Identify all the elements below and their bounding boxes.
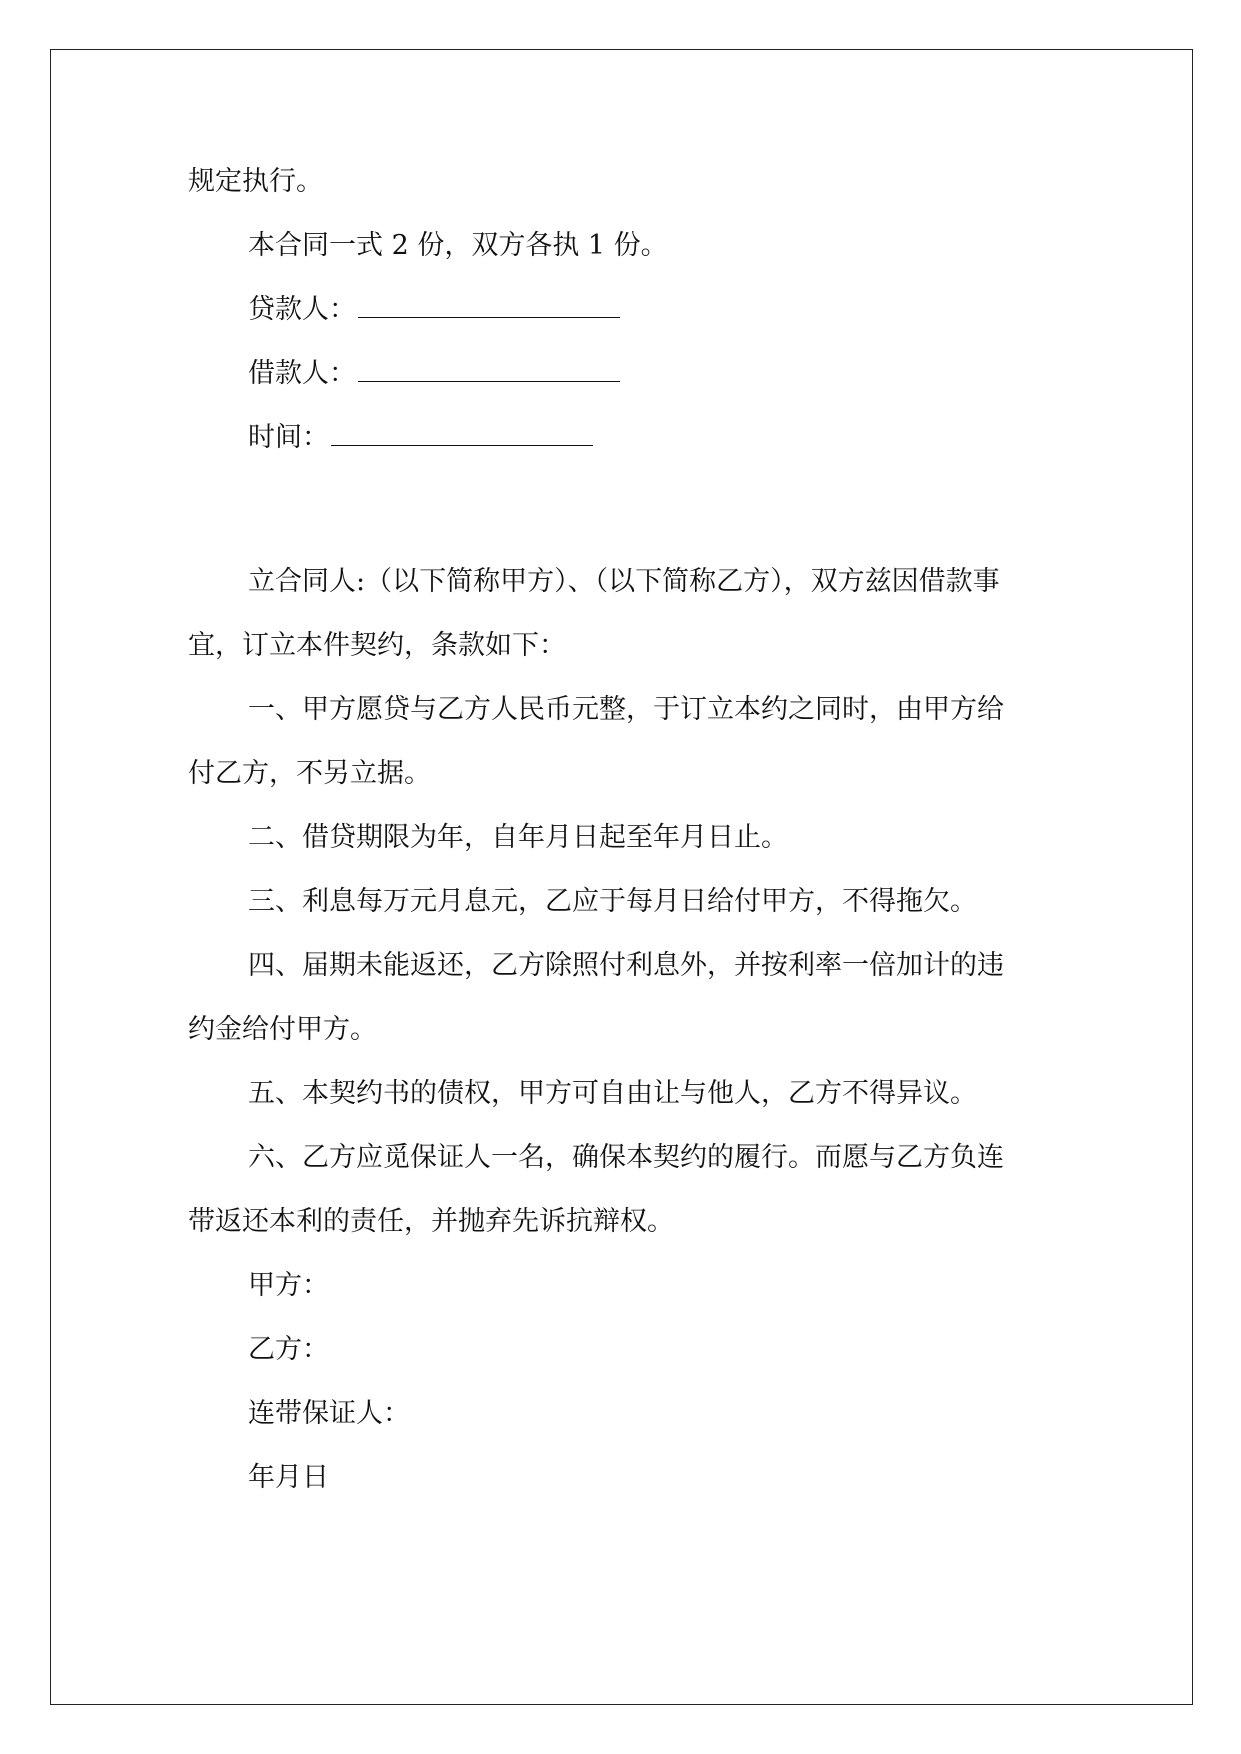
clause-5: 五、本契约书的债权，甲方可自由让与他人，乙方不得异议。 [248,1078,977,1109]
signature-fields [188,278,1058,470]
intro-paragraph-line-2: 宜，订立本件契约，条款如下： [188,630,566,661]
signature-field-borrower [188,342,1058,406]
party-b-label: 乙方： [248,1334,329,1365]
signature-field-lender [188,278,1058,342]
intro-paragraph-line-1: 立合同人:（以下简称甲方）、（以下简称乙方），双方兹因借款事 [248,566,1000,597]
signature-blank-line [331,423,593,446]
guarantor-label: 连带保证人： [248,1398,410,1429]
date-label: 年月日 [248,1462,329,1493]
signature-label: 贷款人： [248,294,356,325]
contract-body [188,550,1058,1510]
continuation-line: 规定执行。 [188,166,323,197]
clause-6-line-1: 六、乙方应觅保证人一名，确保本契约的履行。而愿与乙方负连 [248,1142,1004,1173]
signature-blank-line [358,359,620,382]
signature-field-time [188,406,1058,470]
signature-label: 时间： [248,422,329,453]
clause-6-line-2: 带返还本利的责任，并抛弃先诉抗辩权。 [188,1206,674,1237]
clause-4-line-2: 约金给付甲方。 [188,1014,377,1045]
copies-line: 本合同一式 2 份，双方各执 1 份。 [248,230,668,261]
top-section [188,150,1058,278]
signature-label: 借款人： [248,358,356,389]
party-a-label: 甲方： [248,1270,329,1301]
clause-2: 二、借贷期限为年，自年月日起至年月日止。 [248,822,788,853]
clause-3: 三、利息每万元月息元，乙应于每月日给付甲方，不得拖欠。 [248,886,977,917]
clause-1-line-2: 付乙方，不另立据。 [188,758,431,789]
signature-blank-line [358,295,620,318]
clause-4-line-1: 四、届期未能返还，乙方除照付利息外，并按利率一倍加计的违 [248,950,1004,981]
clause-1-line-1: 一、甲方愿贷与乙方人民币元整，于订立本约之同时，由甲方给 [248,694,1004,725]
